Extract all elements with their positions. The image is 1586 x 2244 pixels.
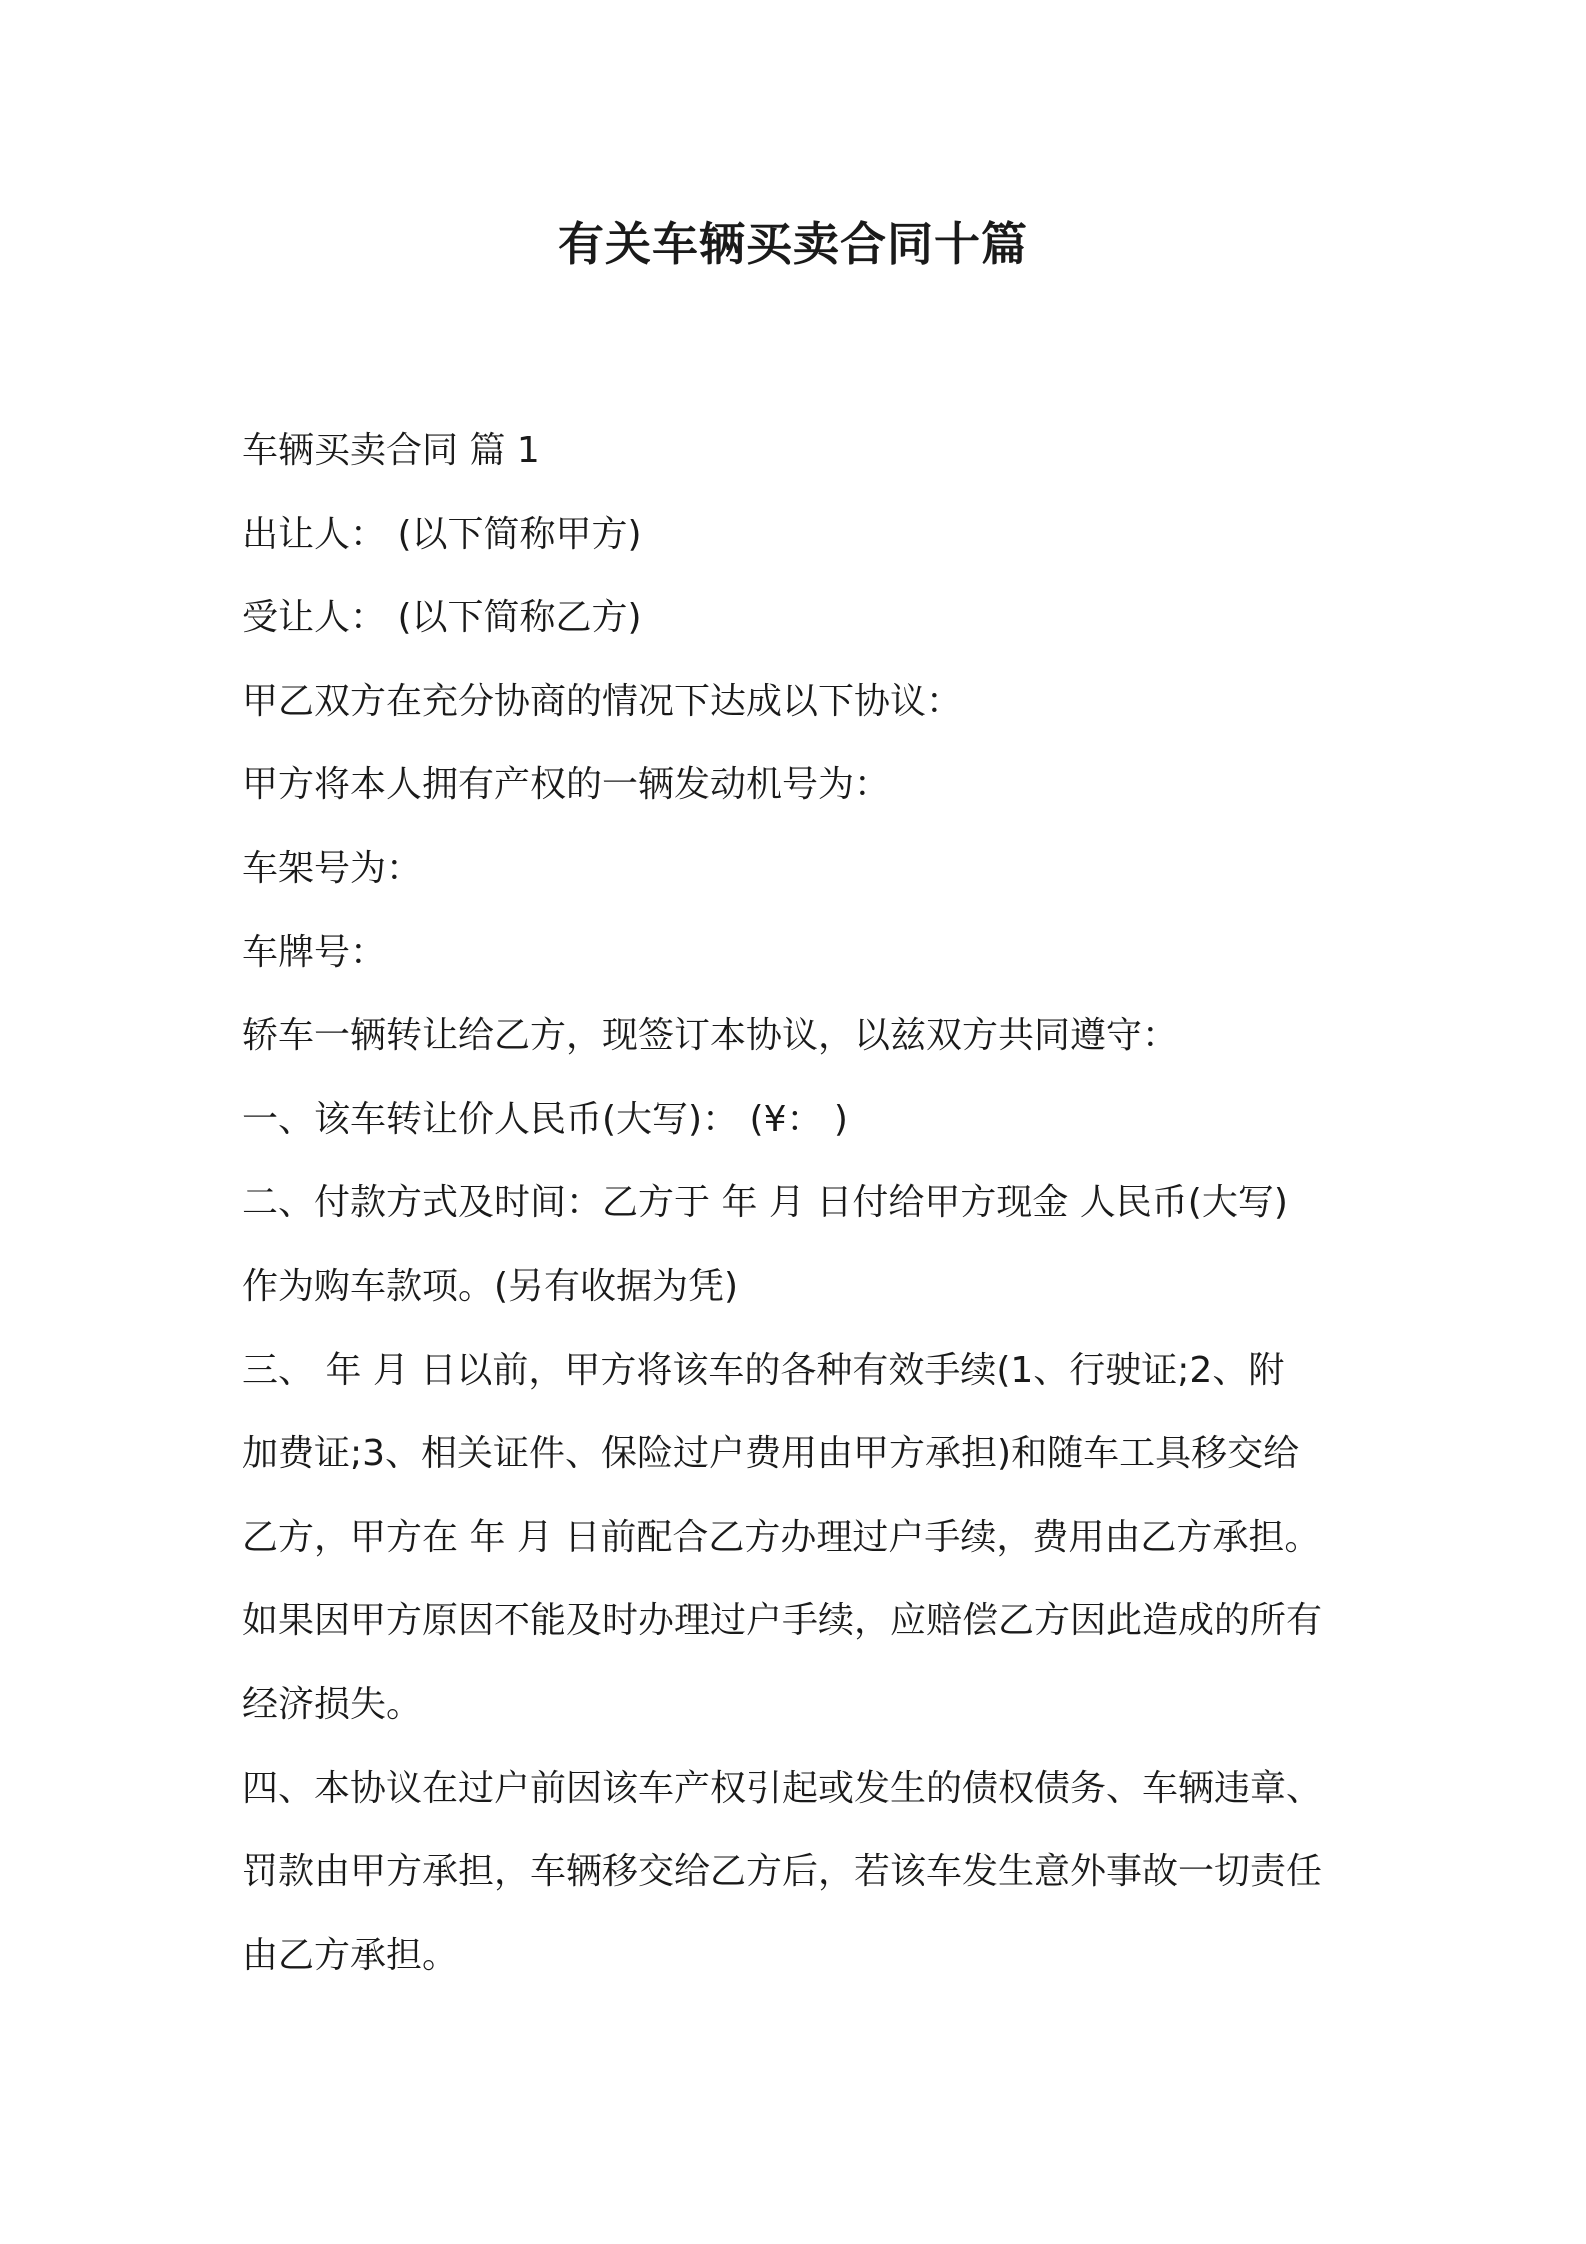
document-title: 有关车辆买卖合同十篇 xyxy=(558,217,1028,271)
clause-3-continued-4: 经济损失。 xyxy=(242,1683,423,1725)
clause-1-price: 一、该车转让价人民币(大写)： (¥： ) xyxy=(242,1098,848,1140)
clause-4-continued-1: 罚款由甲方承担，车辆移交给乙方后，若该车发生意外事故一切责任 xyxy=(242,1851,1323,1893)
clause-3-continued-3: 如果因甲方原因不能及时办理过户手续，应赔偿乙方因此造成的所有 xyxy=(242,1600,1323,1642)
clause-4-liability: 四、本协议在过户前因该车产权引起或发生的债权债务、车辆违章、 xyxy=(242,1767,1323,1809)
section-heading: 车辆买卖合同 篇 1 xyxy=(242,430,540,471)
transfer-statement: 轿车一辆转让给乙方，现签订本协议，以兹双方共同遵守： xyxy=(242,1015,1179,1057)
agreement-intro: 甲乙双方在充分协商的情况下达成以下协议： xyxy=(242,680,963,722)
clause-2-continued: 作为购车款项。(另有收据为凭) xyxy=(242,1265,739,1307)
plate-number-line: 车牌号： xyxy=(242,931,387,973)
contract-body xyxy=(242,409,1362,1997)
clause-3-continued-2: 乙方，甲方在 年 月 日前配合乙方办理过户手续，费用由乙方承担。 xyxy=(242,1516,1321,1558)
clause-3-continued-1: 加费证;3、相关证件、保险过户费用由甲方承担)和随车工具移交给 xyxy=(242,1433,1300,1475)
seller-line: 出让人： (以下简称甲方) xyxy=(242,513,642,555)
buyer-line: 受让人： (以下简称乙方) xyxy=(242,597,642,639)
clause-3-handover: 三、 年 月 日以前，甲方将该车的各种有效手续(1、行驶证;2、附 xyxy=(242,1349,1285,1391)
engine-number-line: 甲方将本人拥有产权的一辆发动机号为： xyxy=(242,764,891,806)
clause-2-payment: 二、付款方式及时间：乙方于 年 月 日付给甲方现金 人民币(大写) xyxy=(242,1182,1288,1224)
clause-4-continued-2: 由乙方承担。 xyxy=(242,1934,459,1976)
frame-number-line: 车架号为： xyxy=(242,847,423,889)
